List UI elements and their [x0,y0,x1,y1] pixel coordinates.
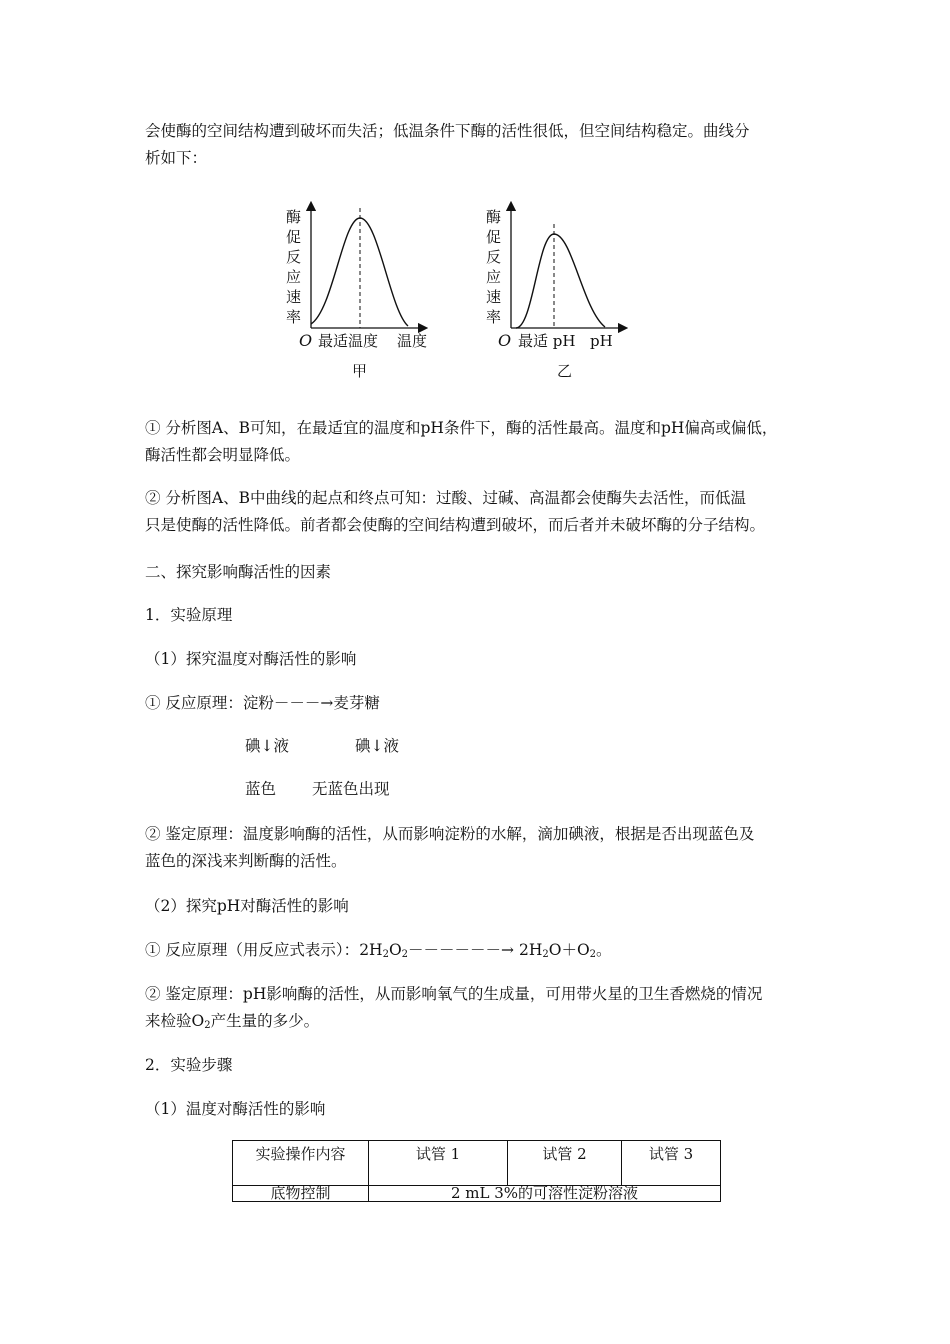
formula-part: O [388,941,402,959]
paragraph-line: 蓝色的深浅来判断酶的活性。 [145,852,347,870]
paragraph-line: ② 分析图A、B中曲线的起点和终点可知：过酸、过碱、高温都会使酶失去活性，而低温 [145,489,747,507]
paragraph-line: 只是使酶的活性降低。前者都会使酶的空间结构遭到破坏，而后者并未破坏酶的分子结构。 [145,516,766,534]
experiment-table [232,1140,721,1202]
paragraph-line: 酶活性都会明显降低。 [145,446,301,464]
color-label-left: 蓝色 [245,780,277,798]
table-header-cell: 试管 1 [369,1141,508,1186]
y-label-char: 率 [286,308,302,326]
figure-ph-curve [478,200,638,355]
formula-part: O＋O [548,941,590,959]
paragraph-line: ① 分析图A、B可知，在最适宜的温度和pH条件下，酶的活性最高。温度和pH偏高或偏低， [145,419,778,437]
formula-sub: 2 [542,949,549,960]
table-header-row [233,1141,721,1186]
formula-part: 2H [359,941,383,959]
paragraph-line: ② 鉴定原理：温度影响酶的活性，从而影响淀粉的水解，滴加碘液，根据是否出现蓝色及 [145,825,755,843]
y-label-char: 反 [486,248,502,266]
iodine-label-right: 碘↓液 [355,737,399,755]
origin-label: O [498,331,512,350]
origin-label: O [299,331,313,350]
text-part: 来检验O [145,1012,205,1030]
formula-end: 。 [596,941,612,959]
figure-caption: 甲 [352,362,368,380]
paragraph-line [145,1008,815,1039]
y-label-char: 促 [286,228,302,246]
y-label-char: 酶 [286,208,302,226]
table-cell: 2 mL 3%的可溶性淀粉溶液 [369,1186,721,1202]
table-row [233,1186,721,1202]
y-label-char: 速 [286,288,302,306]
figure-caption: 乙 [557,362,573,380]
formula-part: 2H [518,941,543,959]
formula-sub: 2 [204,1020,211,1031]
reaction-line: ① 反应原理：淀粉－－－→麦芽糖 [145,694,380,712]
formula-sub: 2 [382,949,389,960]
x-tick-label: 最适温度 [318,332,379,350]
formula-arrow: －－－－－－→ [408,941,515,959]
reaction-formula [145,937,815,968]
subsection-heading: （1）探究温度对酶活性的影响 [145,650,357,668]
y-label-char: 应 [486,268,502,286]
y-label-char: 速 [486,288,502,306]
paragraph-line: ② 鉴定原理：pH影响酶的活性，从而影响氧气的生成量，可用带火星的卫生香燃烧的情况 [145,985,763,1003]
x-axis-label: pH [590,332,613,350]
figure-temperature-curve [278,200,438,355]
subsection-heading: （1）温度对酶活性的影响 [145,1100,326,1118]
y-label-char: 率 [486,308,502,326]
table-header-cell: 实验操作内容 [233,1141,369,1186]
table-header-cell: 试管 2 [508,1141,622,1186]
table-cell: 底物控制 [233,1186,369,1202]
subsection-heading: 2．实验步骤 [145,1056,233,1074]
formula-sub: 2 [401,949,409,960]
color-label-right: 无蓝色出现 [312,780,390,798]
subsection-heading: 1．实验原理 [145,606,233,624]
x-axis-label: 温度 [397,332,428,350]
y-label-char: 促 [486,228,502,246]
formula-sub: 2 [589,949,597,960]
text-part: 产生量的多少。 [210,1012,320,1030]
x-tick-label: 最适 pH [518,332,576,350]
formula-prefix: ① 反应原理（用反应式表示）： [145,941,360,959]
paragraph-line: 会使酶的空间结构遭到破坏而失活；低温条件下酶的活性很低，但空间结构稳定。曲线分 [145,122,750,140]
iodine-label-left: 碘↓液 [245,737,289,755]
subsection-heading: （2）探究pH对酶活性的影响 [145,897,349,915]
table-header-cell: 试管 3 [622,1141,721,1186]
y-label-char: 应 [286,268,302,286]
section-heading: 二、探究影响酶活性的因素 [145,563,332,581]
y-label-char: 酶 [486,208,502,226]
curve [516,234,605,328]
paragraph-line: 析如下： [145,149,208,167]
y-label-char: 反 [286,248,302,266]
